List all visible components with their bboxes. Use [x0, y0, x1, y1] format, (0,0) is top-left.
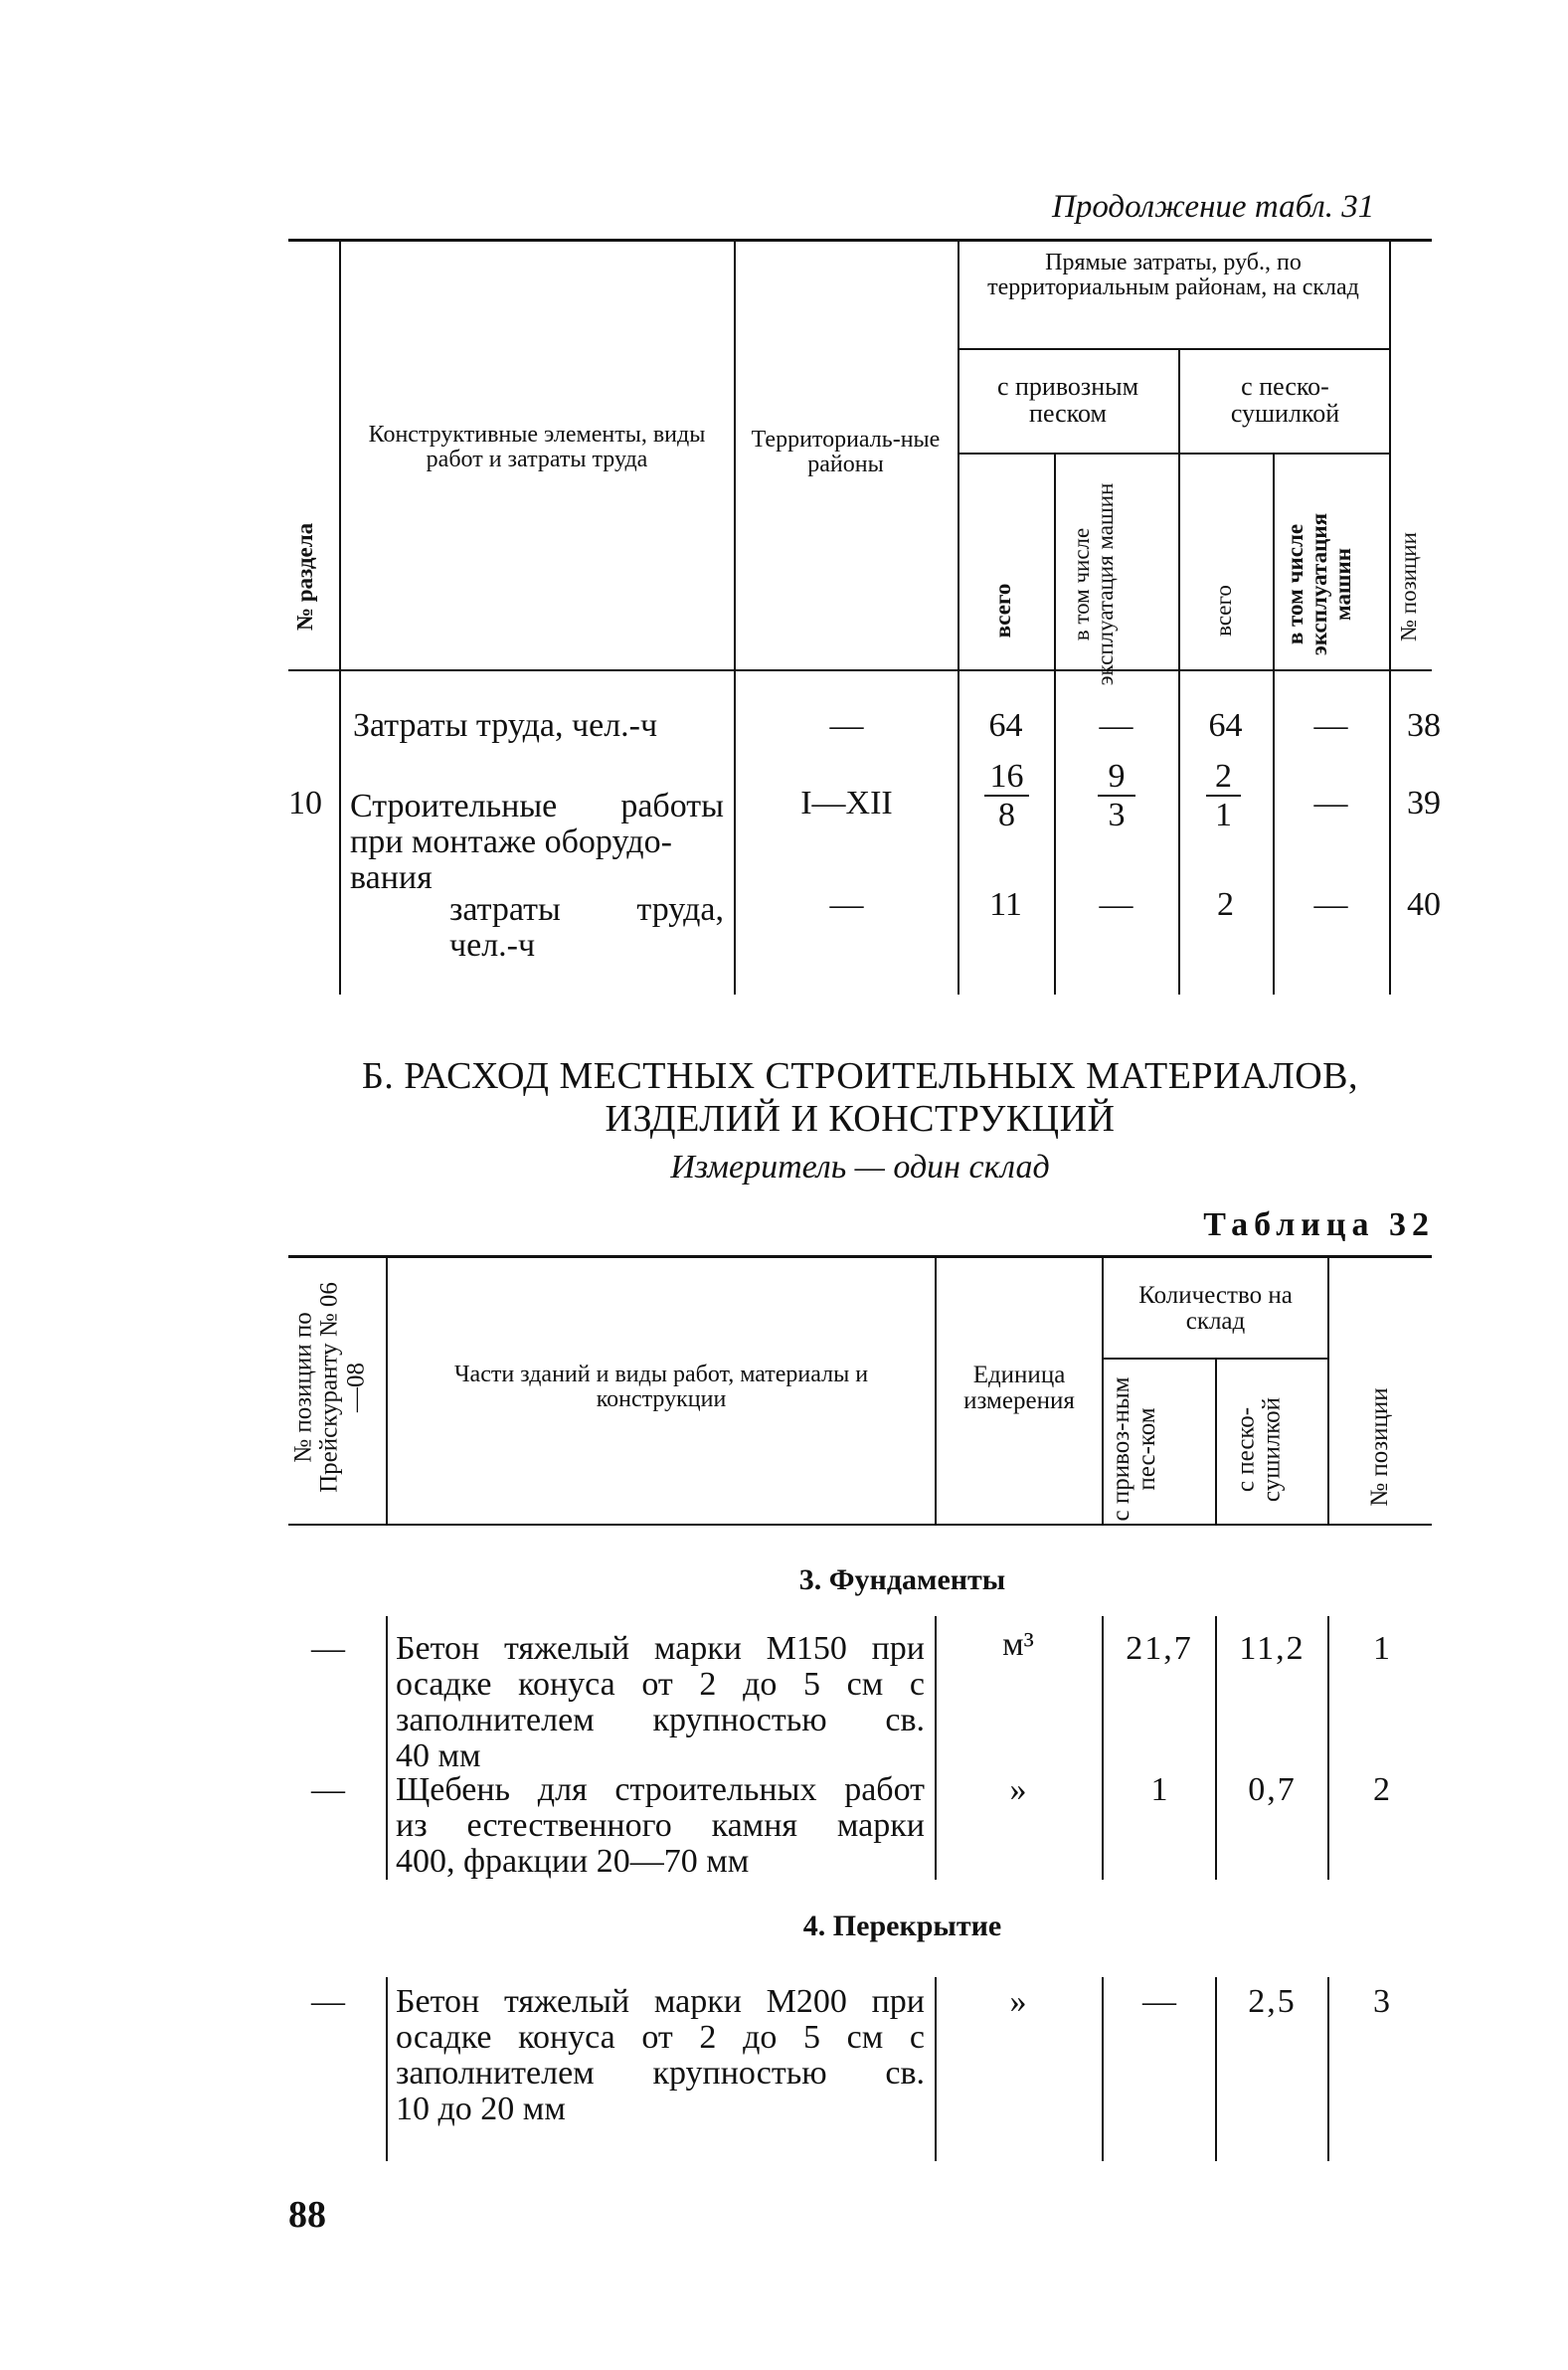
row-3-region: —	[829, 886, 864, 923]
row-2-sand-total: $\frac{16}{8}$	[984, 758, 1029, 834]
group-floor: 4. Перекрытие	[802, 1910, 1002, 1942]
t32-row-3-l4: 10 до 20 мм	[396, 2091, 566, 2127]
t32-row-3-l1: Бетон тяжелый марки М200 при	[396, 1983, 925, 2020]
t32-row-3-l2: осадке конуса от 2 до 5 см с	[396, 2019, 925, 2056]
section-b-title-line2: ИЗДЕЛИЙ И КОНСТРУКЦИЙ	[605, 1098, 1116, 1140]
row-1-dryer-mach: —	[1313, 707, 1348, 744]
row-2-region: I—XII	[800, 785, 893, 821]
t32-row-2-price: —	[311, 1771, 345, 1808]
row-2-pos: 39	[1407, 785, 1441, 821]
header-parts: Части зданий и виды работ, материалы и конструкции	[453, 1362, 869, 1413]
header-sand-dryer-32: с песко-сушилкой	[1232, 1396, 1286, 1503]
t32-row-1-sand: 21,7	[1126, 1630, 1193, 1667]
row-2-name-line3: вания	[350, 859, 433, 896]
group-foundations: 3. Фундаменты	[798, 1563, 1006, 1596]
t32-row-3-sand: —	[1142, 1983, 1176, 2020]
t32-row-1-dryer: 11,2	[1239, 1630, 1306, 1667]
t32-row-1-pos: 1	[1373, 1630, 1390, 1667]
t32-row-2-dryer: 0,7	[1248, 1771, 1297, 1808]
t32-row-3-dryer: 2,5	[1248, 1983, 1297, 2020]
header-imported-sand-32: с привоз-ным пес-ком	[1108, 1376, 1161, 1522]
header-total-2: всего	[1211, 585, 1236, 637]
header-direct-costs: Прямые затраты, руб., по территориальным районам, на склад	[987, 250, 1359, 301]
t32-row-3-price: —	[311, 1983, 345, 2020]
t32-row-1-l4: 40 мм	[396, 1737, 481, 1774]
row-3-sand-total: 11	[989, 886, 1022, 923]
t32-row-1-l3: заполнителем крупностью св.	[396, 1702, 925, 1738]
row-1-sand-mach: —	[1099, 707, 1133, 744]
header-total-1: всего	[990, 583, 1015, 638]
section-b-measure: Измеритель — один склад	[670, 1149, 1050, 1185]
header-quantity: Количество на склад	[1138, 1282, 1293, 1336]
row-3-sand-mach: —	[1099, 886, 1133, 923]
section-b-title-line1: Б. РАСХОД МЕСТНЫХ СТРОИТЕЛЬНЫХ МАТЕРИАЛОВ,	[361, 1055, 1359, 1097]
header-position-no: № позиции	[1396, 532, 1421, 641]
row-2-name-line1: Строительные работы	[350, 788, 724, 824]
t32-row-2-l2: из естественного камня марки	[396, 1807, 925, 1844]
t32-row-1-l1: Бетон тяжелый марки М150 при	[396, 1630, 925, 1667]
row-3-dryer-total: 2	[1217, 886, 1234, 923]
continuation-caption: Продолжение табл. 31	[1052, 189, 1375, 225]
header-section-no: № раздела	[292, 522, 317, 632]
row-1-pos: 38	[1407, 707, 1441, 744]
row-3-name-line2: чел.-ч	[449, 927, 536, 964]
row-2-dryer-total: $\frac{2}{1}$	[1206, 758, 1241, 834]
table-32-label: Таблица 32	[1203, 1206, 1435, 1243]
row-1-region: —	[829, 707, 864, 744]
t32-row-3-l3: заполнителем крупностью св.	[396, 2055, 925, 2092]
t32-row-2-unit: »	[1009, 1771, 1027, 1808]
row-3-pos: 40	[1407, 886, 1441, 923]
t32-row-1-l2: осадке конуса от 2 до 5 см с	[396, 1666, 925, 1703]
header-incl-machines-2: в том числе эксплуатация машин	[1283, 512, 1356, 656]
row-3-dryer-mach: —	[1313, 886, 1348, 923]
t32-row-2-l1: Щебень для строительных работ	[396, 1771, 925, 1808]
page-number: 88	[288, 2194, 326, 2236]
header-incl-machines-1: в том числе эксплуатация машин	[1069, 482, 1119, 686]
t32-row-3-pos: 3	[1373, 1983, 1390, 2020]
header-price-pos: № позиции по Прейскуранту № 06—08	[289, 1282, 369, 1493]
row-3-name-line1: затраты труда,	[449, 891, 724, 928]
row-1-name: Затраты труда, чел.-ч	[353, 707, 658, 744]
row-1-dryer-total: 64	[1208, 707, 1243, 744]
t32-row-1-price: —	[311, 1630, 345, 1667]
row-2-name-line2: при монтаже оборудо-	[350, 823, 672, 860]
row-2-sand-mach: $\frac{9}{3}$	[1098, 758, 1135, 834]
header-unit: Единица измерения	[963, 1362, 1075, 1415]
t32-row-3-unit: »	[1009, 1983, 1027, 2020]
header-sand-dryer: с песко-сушилкой	[1230, 372, 1340, 429]
row-1-sand-total: 64	[988, 707, 1023, 744]
header-position-no-32: № позиции	[1366, 1387, 1393, 1507]
t32-row-1-unit: м³	[1002, 1626, 1034, 1663]
t32-row-2-pos: 2	[1373, 1771, 1390, 1808]
header-imported-sand: с привозным песком	[996, 372, 1139, 429]
row-2-dryer-mach: —	[1313, 785, 1348, 821]
section-number: 10	[288, 785, 322, 821]
t32-row-2-sand: 1	[1150, 1771, 1168, 1808]
header-regions: Территориаль-ные районы	[751, 427, 941, 478]
t32-row-2-l3: 400, фракции 20—70 мм	[396, 1843, 750, 1880]
header-elements: Конструктивные элементы, виды работ и затраты труда	[368, 422, 706, 473]
